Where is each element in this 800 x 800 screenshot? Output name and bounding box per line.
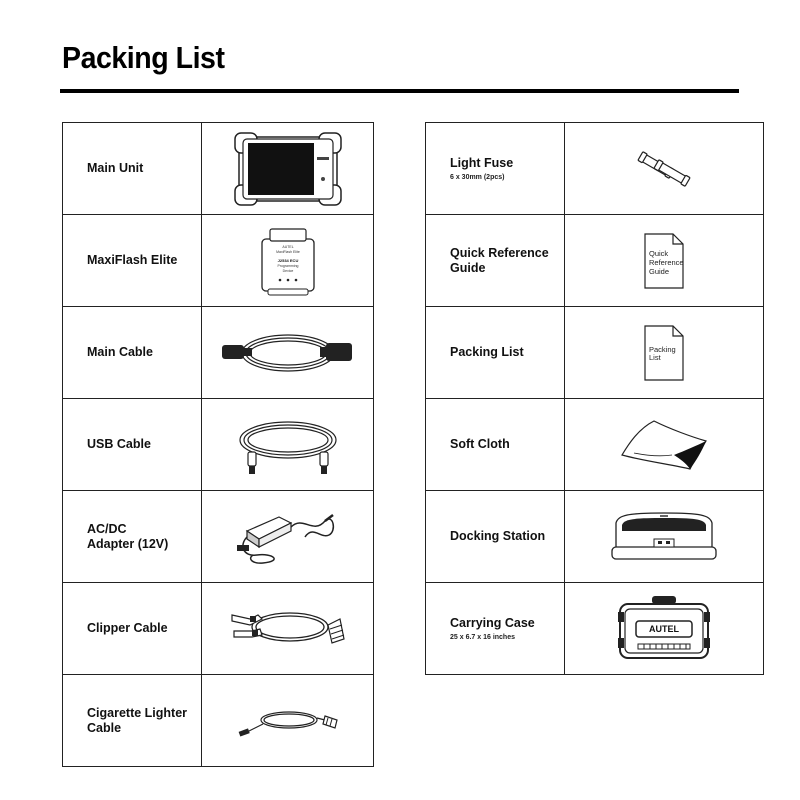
table-row xyxy=(63,307,374,399)
doc-text-2: Reference xyxy=(649,257,684,267)
packing-table-left xyxy=(62,122,374,767)
table-row xyxy=(426,491,764,583)
cigarette-lighter-cable-icon xyxy=(233,696,343,746)
docking-station-icon xyxy=(608,509,720,565)
item-sublabel: 6 x 30mm (2pcs) xyxy=(450,174,505,181)
maxiflash-device-icon xyxy=(258,225,318,297)
table-row xyxy=(426,307,764,399)
item-label: Clipper Cable xyxy=(87,621,168,635)
item-sublabel: 25 x 6.7 x 16 inches xyxy=(450,634,515,641)
table-row xyxy=(63,123,374,215)
table-row xyxy=(63,583,374,675)
item-label: Docking Station xyxy=(450,529,546,543)
fuse-icon xyxy=(634,149,694,189)
clipper-cable-icon xyxy=(228,597,348,661)
table-row xyxy=(426,123,764,215)
doc-text-1: Packing xyxy=(649,344,676,354)
doc-text-3: Guide xyxy=(649,266,670,276)
document-icon xyxy=(641,322,687,384)
table-row xyxy=(426,583,764,675)
tablet-icon xyxy=(233,129,343,209)
document-icon xyxy=(641,230,687,292)
packing-table-right xyxy=(425,122,764,675)
item-label: Packing List xyxy=(450,345,524,359)
item-label: Main Unit xyxy=(87,161,144,175)
doc-text-2: List xyxy=(649,352,661,362)
item-label: Light Fuse xyxy=(450,156,514,170)
device-line1-text: J2534 ECU xyxy=(277,257,298,263)
item-label: Cigarette Lighter Cable xyxy=(87,705,188,735)
power-adapter-icon xyxy=(233,505,343,569)
table-row xyxy=(426,399,764,491)
table-row xyxy=(63,215,374,307)
device-brand-text: AUTEL xyxy=(281,244,294,249)
page-title: Packing List xyxy=(62,40,225,75)
item-label: USB Cable xyxy=(87,437,151,451)
item-label: Quick Reference Guide xyxy=(450,245,549,275)
item-label: Main Cable xyxy=(87,345,153,359)
title-underline xyxy=(60,89,739,93)
main-cable-icon xyxy=(218,323,358,383)
device-model-text: MaxiFlash Elite xyxy=(275,249,300,254)
table-row xyxy=(63,491,374,583)
table-row xyxy=(63,675,374,767)
case-logo-text: AUTEL xyxy=(649,623,679,634)
carrying-case-icon xyxy=(614,594,714,664)
device-line2-text: Programming xyxy=(276,263,299,268)
item-label: AC/DC Adapter (12V) xyxy=(87,521,169,551)
doc-text-1: Quick xyxy=(649,248,669,258)
usb-cable-icon xyxy=(228,412,348,478)
item-label: Soft Cloth xyxy=(450,437,510,451)
item-label: Carrying Case xyxy=(450,616,535,630)
item-label: MaxiFlash Elite xyxy=(87,253,178,267)
device-line3-text: Device xyxy=(282,268,293,273)
cloth-icon xyxy=(614,415,714,475)
table-row xyxy=(426,215,764,307)
table-row xyxy=(63,399,374,491)
